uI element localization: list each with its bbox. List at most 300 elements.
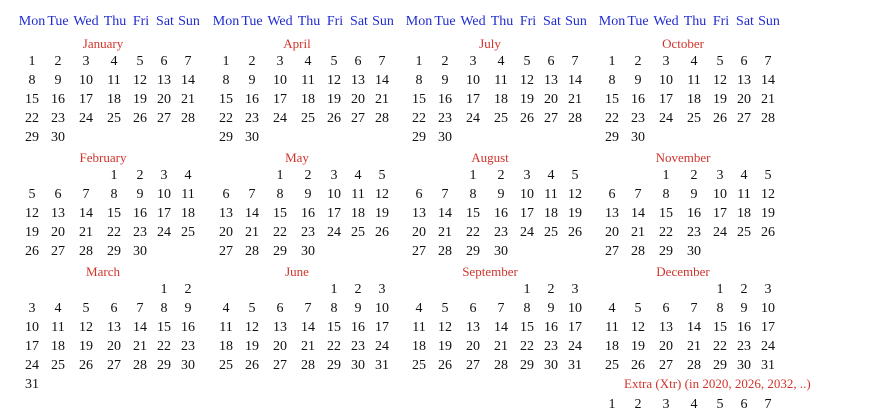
day-cell: 10 (466, 73, 480, 88)
day-cell: 2 (354, 282, 362, 297)
day-cell: 25 (412, 358, 426, 373)
day-cell: 26 (520, 111, 534, 126)
day-cell: 20 (157, 92, 171, 107)
day-cell: 4 (690, 54, 698, 69)
day-cell: 11 (351, 187, 365, 202)
weekday-label: Sun (565, 14, 587, 29)
day-cell: 5 (378, 168, 386, 183)
day-cell: 21 (245, 225, 259, 240)
weekday-label: Sat (736, 14, 754, 29)
day-cell: 20 (219, 225, 233, 240)
day-cell: 11 (544, 187, 558, 202)
day-cell: 20 (273, 339, 287, 354)
day-cell: 14 (761, 73, 775, 88)
day-cell: 13 (219, 206, 233, 221)
day-cell: 2 (248, 54, 256, 69)
day-cell: 22 (659, 225, 673, 240)
day-cell: 7 (764, 54, 772, 69)
day-cell: 12 (327, 73, 341, 88)
day-cell: 25 (301, 111, 315, 126)
weekday-label: Tue (47, 14, 69, 29)
day-cell: 16 (181, 320, 195, 335)
day-cell: 22 (466, 225, 480, 240)
day-cell: 15 (25, 92, 39, 107)
day-cell: 20 (544, 92, 558, 107)
day-cell: 3 (82, 54, 90, 69)
day-cell: 11 (737, 187, 751, 202)
day-cell: 3 (571, 282, 579, 297)
day-cell: 30 (301, 244, 315, 259)
day-cell: 13 (107, 320, 121, 335)
day-cell: 23 (438, 111, 452, 126)
month-title: January (82, 36, 124, 51)
day-cell: 15 (412, 92, 426, 107)
day-cell: 27 (107, 358, 121, 373)
day-cell: 18 (107, 92, 121, 107)
weekday-label: Wed (267, 14, 293, 29)
day-cell: 8 (28, 73, 36, 88)
day-cell: 16 (301, 206, 315, 221)
day-cell: 24 (273, 111, 287, 126)
day-cell: 11 (181, 187, 195, 202)
day-cell: 19 (79, 339, 93, 354)
day-cell: 5 (571, 168, 579, 183)
weekday-header (598, 14, 778, 34)
day-cell: 12 (438, 320, 452, 335)
weekday-label: Wed (460, 14, 486, 29)
day-cell: 15 (157, 320, 171, 335)
day-cell: 29 (605, 130, 619, 145)
extra-day-cell: 3 (662, 397, 670, 412)
day-cell: 5 (523, 54, 531, 69)
day-cell: 15 (327, 320, 341, 335)
day-cell: 7 (304, 301, 312, 316)
extra-month-title: Extra (Xtr) (in 2020, 2026, 2032, ..) (624, 376, 811, 391)
day-cell: 19 (327, 92, 341, 107)
day-cell: 1 (28, 54, 36, 69)
day-cell: 12 (375, 187, 389, 202)
weekday-header (212, 14, 392, 34)
day-cell: 23 (245, 111, 259, 126)
day-cell: 6 (222, 187, 230, 202)
day-cell: 29 (157, 358, 171, 373)
weekday-label: Mon (212, 14, 240, 29)
day-cell: 17 (157, 206, 171, 221)
day-cell: 14 (133, 320, 147, 335)
day-cell: 24 (520, 225, 534, 240)
day-cell: 2 (441, 54, 449, 69)
day-cell: 25 (737, 225, 751, 240)
day-cell: 16 (544, 320, 558, 335)
weekday-label: Sat (543, 14, 561, 29)
weekday-label: Thu (297, 14, 321, 29)
day-cell: 14 (494, 320, 508, 335)
day-cell: 6 (740, 54, 748, 69)
day-cell: 21 (181, 92, 195, 107)
day-cell: 11 (687, 73, 701, 88)
day-cell: 19 (568, 206, 582, 221)
day-cell: 19 (761, 206, 775, 221)
day-cell: 10 (568, 301, 582, 316)
weekday-label: Thu (490, 14, 514, 29)
day-cell: 27 (219, 244, 233, 259)
day-cell: 31 (568, 358, 582, 373)
day-cell: 19 (25, 225, 39, 240)
month-title: August (471, 150, 509, 165)
day-cell: 14 (687, 320, 701, 335)
day-cell: 10 (659, 73, 673, 88)
day-cell: 17 (327, 206, 341, 221)
day-cell: 25 (494, 111, 508, 126)
day-cell: 23 (631, 111, 645, 126)
day-cell: 27 (466, 358, 480, 373)
day-cell: 31 (375, 358, 389, 373)
day-cell: 10 (713, 187, 727, 202)
day-cell: 4 (110, 54, 118, 69)
day-cell: 4 (222, 301, 230, 316)
day-cell: 1 (716, 282, 724, 297)
day-cell: 8 (716, 301, 724, 316)
day-cell: 15 (520, 320, 534, 335)
day-cell: 3 (662, 54, 670, 69)
day-cell: 21 (494, 339, 508, 354)
day-cell: 1 (110, 168, 118, 183)
day-cell: 24 (157, 225, 171, 240)
day-cell: 26 (375, 225, 389, 240)
day-cell: 21 (687, 339, 701, 354)
day-cell: 16 (245, 92, 259, 107)
day-cell: 31 (761, 358, 775, 373)
day-cell: 29 (466, 244, 480, 259)
day-cell: 20 (659, 339, 673, 354)
day-cell: 25 (544, 225, 558, 240)
day-cell: 23 (544, 339, 558, 354)
day-cell: 24 (713, 225, 727, 240)
day-cell: 7 (378, 54, 386, 69)
day-cell: 10 (25, 320, 39, 335)
day-cell: 1 (469, 168, 477, 183)
day-cell: 25 (351, 225, 365, 240)
day-cell: 18 (494, 92, 508, 107)
day-cell: 30 (181, 358, 195, 373)
day-cell: 21 (375, 92, 389, 107)
weekday-label: Sat (156, 14, 174, 29)
day-cell: 29 (273, 244, 287, 259)
day-cell: 30 (631, 130, 645, 145)
month-title: February (79, 150, 127, 165)
day-cell: 26 (438, 358, 452, 373)
day-cell: 27 (605, 244, 619, 259)
day-cell: 15 (273, 206, 287, 221)
extra-day-cell: 1 (608, 397, 616, 412)
weekday-label: Tue (434, 14, 456, 29)
day-cell: 7 (184, 54, 192, 69)
day-cell: 1 (608, 54, 616, 69)
day-cell: 28 (494, 358, 508, 373)
day-cell: 22 (107, 225, 121, 240)
extra-day-cell: 7 (764, 397, 772, 412)
day-cell: 11 (107, 73, 121, 88)
day-cell: 30 (494, 244, 508, 259)
day-cell: 17 (25, 339, 39, 354)
day-cell: 10 (375, 301, 389, 316)
day-cell: 30 (737, 358, 751, 373)
day-cell: 14 (79, 206, 93, 221)
day-cell: 14 (245, 206, 259, 221)
day-cell: 25 (51, 358, 65, 373)
day-cell: 23 (687, 225, 701, 240)
day-cell: 3 (378, 282, 386, 297)
day-cell: 17 (713, 206, 727, 221)
day-cell: 27 (351, 111, 365, 126)
month-title: March (86, 264, 120, 279)
day-cell: 2 (690, 168, 698, 183)
day-cell: 28 (438, 244, 452, 259)
day-cell: 10 (761, 301, 775, 316)
day-cell: 18 (219, 339, 233, 354)
day-cell: 16 (737, 320, 751, 335)
day-cell: 5 (764, 168, 772, 183)
day-cell: 28 (375, 111, 389, 126)
month-title: October (662, 36, 704, 51)
day-cell: 22 (219, 111, 233, 126)
day-cell: 16 (494, 206, 508, 221)
day-cell: 11 (412, 320, 426, 335)
day-cell: 5 (634, 301, 642, 316)
day-cell: 11 (219, 320, 233, 335)
day-cell: 22 (412, 111, 426, 126)
day-cell: 22 (327, 339, 341, 354)
day-cell: 16 (687, 206, 701, 221)
weekday-label: Tue (627, 14, 649, 29)
day-cell: 6 (160, 54, 168, 69)
day-cell: 23 (301, 225, 315, 240)
day-cell: 24 (327, 225, 341, 240)
month-title: December (656, 264, 710, 279)
day-cell: 3 (330, 168, 338, 183)
day-cell: 13 (412, 206, 426, 221)
day-cell: 4 (304, 54, 312, 69)
weekday-label: Fri (519, 14, 537, 29)
day-cell: 5 (82, 301, 90, 316)
day-cell: 17 (568, 320, 582, 335)
weekday-label: Sat (350, 14, 368, 29)
day-cell: 4 (547, 168, 555, 183)
day-cell: 28 (245, 244, 259, 259)
weekday-label: Fri (712, 14, 730, 29)
weekday-label: Sun (758, 14, 780, 29)
day-cell: 18 (51, 339, 65, 354)
day-cell: 6 (54, 187, 62, 202)
day-cell: 19 (520, 92, 534, 107)
day-cell: 11 (51, 320, 65, 335)
day-cell: 12 (520, 73, 534, 88)
day-cell: 17 (659, 92, 673, 107)
extra-day-cell: 2 (634, 397, 642, 412)
day-cell: 9 (248, 73, 256, 88)
day-cell: 16 (438, 92, 452, 107)
day-cell: 24 (466, 111, 480, 126)
day-cell: 24 (79, 111, 93, 126)
month-title: June (285, 264, 309, 279)
day-cell: 3 (716, 168, 724, 183)
extra-day-cell: 5 (716, 397, 724, 412)
day-cell: 26 (327, 111, 341, 126)
day-cell: 8 (330, 301, 338, 316)
day-cell: 5 (248, 301, 256, 316)
weekday-label: Tue (241, 14, 263, 29)
day-cell: 27 (157, 111, 171, 126)
day-cell: 7 (571, 54, 579, 69)
day-cell: 13 (605, 206, 619, 221)
day-cell: 6 (662, 301, 670, 316)
day-cell: 12 (761, 187, 775, 202)
day-cell: 29 (327, 358, 341, 373)
extra-day-cell: 4 (690, 397, 698, 412)
day-cell: 12 (79, 320, 93, 335)
day-cell: 21 (568, 92, 582, 107)
day-cell: 26 (631, 358, 645, 373)
day-cell: 27 (544, 111, 558, 126)
day-cell: 10 (327, 187, 341, 202)
day-cell: 13 (273, 320, 287, 335)
day-cell: 20 (466, 339, 480, 354)
day-cell: 8 (160, 301, 168, 316)
day-cell: 18 (301, 92, 315, 107)
day-cell: 19 (245, 339, 259, 354)
month-title: September (462, 264, 518, 279)
day-cell: 12 (568, 187, 582, 202)
day-cell: 28 (568, 111, 582, 126)
day-cell: 8 (276, 187, 284, 202)
weekday-header (18, 14, 198, 34)
day-cell: 18 (351, 206, 365, 221)
day-cell: 9 (740, 301, 748, 316)
day-cell: 28 (181, 111, 195, 126)
day-cell: 17 (375, 320, 389, 335)
day-cell: 7 (634, 187, 642, 202)
day-cell: 6 (547, 54, 555, 69)
day-cell: 27 (51, 244, 65, 259)
day-cell: 10 (520, 187, 534, 202)
day-cell: 29 (412, 130, 426, 145)
day-cell: 7 (441, 187, 449, 202)
day-cell: 17 (761, 320, 775, 335)
day-cell: 2 (54, 54, 62, 69)
month-title: May (285, 150, 309, 165)
day-cell: 22 (520, 339, 534, 354)
weekday-label: Mon (598, 14, 626, 29)
day-cell: 9 (54, 73, 62, 88)
day-cell: 13 (466, 320, 480, 335)
day-cell: 15 (219, 92, 233, 107)
day-cell: 19 (375, 206, 389, 221)
day-cell: 23 (737, 339, 751, 354)
day-cell: 5 (441, 301, 449, 316)
day-cell: 30 (133, 244, 147, 259)
day-cell: 9 (136, 187, 144, 202)
day-cell: 8 (415, 73, 423, 88)
day-cell: 7 (136, 301, 144, 316)
day-cell: 3 (160, 168, 168, 183)
day-cell: 30 (245, 130, 259, 145)
day-cell: 29 (520, 358, 534, 373)
day-cell: 20 (51, 225, 65, 240)
day-cell: 16 (51, 92, 65, 107)
day-cell: 28 (301, 358, 315, 373)
day-cell: 11 (301, 73, 315, 88)
day-cell: 12 (245, 320, 259, 335)
day-cell: 31 (25, 377, 39, 392)
day-cell: 27 (273, 358, 287, 373)
day-cell: 8 (110, 187, 118, 202)
day-cell: 1 (222, 54, 230, 69)
day-cell: 13 (737, 73, 751, 88)
day-cell: 24 (375, 339, 389, 354)
day-cell: 20 (351, 92, 365, 107)
day-cell: 21 (438, 225, 452, 240)
day-cell: 8 (523, 301, 531, 316)
day-cell: 1 (330, 282, 338, 297)
day-cell: 27 (737, 111, 751, 126)
day-cell: 13 (51, 206, 65, 221)
day-cell: 1 (662, 168, 670, 183)
day-cell: 29 (659, 244, 673, 259)
day-cell: 8 (662, 187, 670, 202)
day-cell: 19 (133, 92, 147, 107)
day-cell: 4 (54, 301, 62, 316)
day-cell: 18 (412, 339, 426, 354)
day-cell: 2 (136, 168, 144, 183)
day-cell: 17 (79, 92, 93, 107)
weekday-header (405, 14, 585, 34)
day-cell: 27 (412, 244, 426, 259)
day-cell: 13 (659, 320, 673, 335)
day-cell: 25 (107, 111, 121, 126)
day-cell: 6 (608, 187, 616, 202)
day-cell: 23 (351, 339, 365, 354)
day-cell: 22 (25, 111, 39, 126)
day-cell: 9 (497, 187, 505, 202)
month-title: November (655, 150, 711, 165)
day-cell: 1 (415, 54, 423, 69)
day-cell: 10 (157, 187, 171, 202)
day-cell: 12 (713, 73, 727, 88)
day-cell: 9 (634, 73, 642, 88)
day-cell: 19 (631, 339, 645, 354)
day-cell: 7 (82, 187, 90, 202)
day-cell: 2 (740, 282, 748, 297)
extra-day-cell: 6 (740, 397, 748, 412)
day-cell: 24 (761, 339, 775, 354)
day-cell: 3 (764, 282, 772, 297)
weekday-label: Wed (653, 14, 679, 29)
day-cell: 25 (687, 111, 701, 126)
day-cell: 6 (110, 301, 118, 316)
day-cell: 2 (634, 54, 642, 69)
day-cell: 23 (494, 225, 508, 240)
day-cell: 26 (25, 244, 39, 259)
day-cell: 29 (219, 130, 233, 145)
day-cell: 9 (184, 301, 192, 316)
day-cell: 18 (181, 206, 195, 221)
day-cell: 7 (497, 301, 505, 316)
day-cell: 20 (737, 92, 751, 107)
day-cell: 11 (494, 73, 508, 88)
day-cell: 4 (608, 301, 616, 316)
day-cell: 16 (631, 92, 645, 107)
day-cell: 15 (659, 206, 673, 221)
